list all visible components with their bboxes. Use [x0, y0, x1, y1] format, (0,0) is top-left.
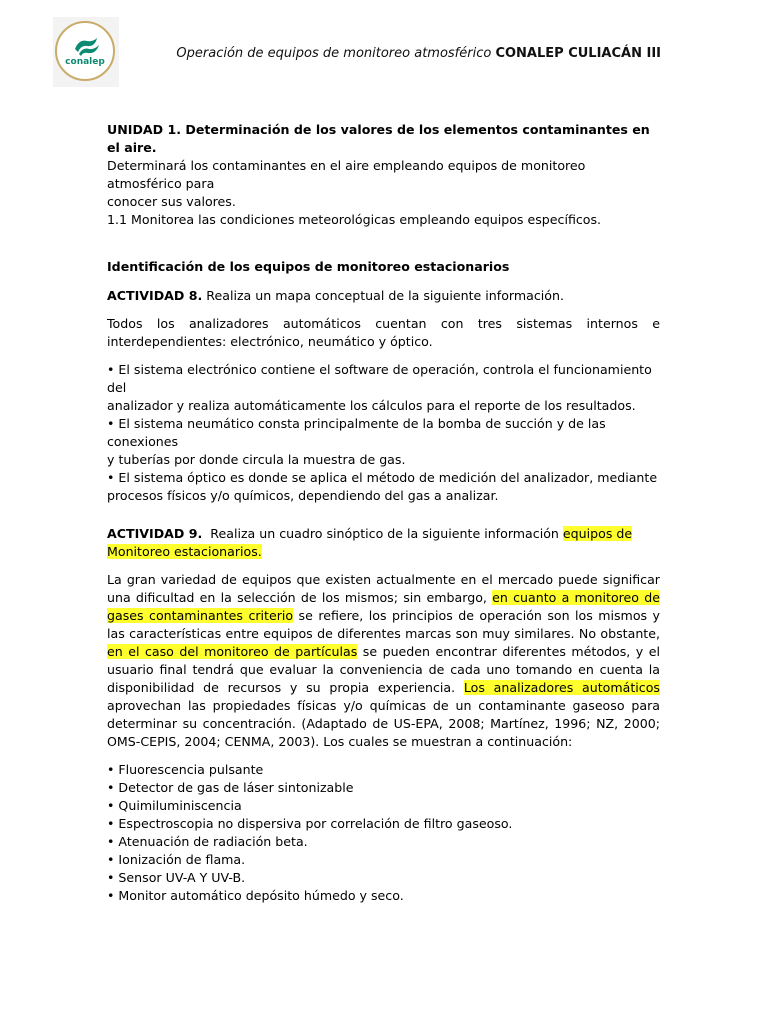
para-highlight-2: en el caso del monitoreo de partículas — [107, 644, 358, 659]
para-text-2: se refiere, los principios de operación son los mismos y las características entre equipos de diferentes marcas son muy similares. No obstante, — [107, 608, 660, 641]
logo-ring — [55, 21, 115, 81]
unit-heading: UNIDAD 1. Determinación de los valores de los elementos contaminantes en el aire. — [107, 122, 650, 155]
activity-9-highlight: equipos de Monitoreo estacionarios. — [107, 526, 633, 559]
document-body — [107, 121, 660, 905]
activity-9-line — [107, 525, 660, 561]
conalep-logo — [53, 17, 119, 87]
list-item: • Fluorescencia pulsante — [107, 762, 264, 777]
para-text-3: se pueden encontrar diferentes métodos, y el usuario final tendrá que evaluar la conveniencia de cada uno tomando en cuenta la disponibilidad de recursos y su propia experiencia. — [107, 644, 660, 695]
bullet-line: procesos físicos y/o químicos, dependiendo del gas a analizar. — [107, 488, 499, 503]
list-item: • Monitor automático depósito húmedo y seco. — [107, 888, 404, 903]
page-header — [176, 46, 661, 61]
section-heading: Identificación de los equipos de monitoreo estacionarios — [107, 259, 510, 274]
logo-text: conalep — [65, 57, 105, 67]
methods-list — [107, 761, 660, 905]
bullet-line: • El sistema neumático consta principalmente de la bomba de succión y de las conexiones — [107, 416, 606, 449]
bullet-line: • El sistema electrónico contiene el software de operación, controla el funcionamiento del — [107, 362, 652, 395]
logo-mark-icon — [73, 35, 101, 57]
bullet-line: analizador y realiza automáticamente los cálculos para el reporte de los resultados. — [107, 398, 636, 413]
activity-8-text: Realiza un mapa conceptual de la siguiente información. — [202, 288, 564, 303]
unit-line-2: conocer sus valores. — [107, 194, 236, 209]
para-text-1: La gran variedad de equipos que existen actualmente en el mercado puede significar una dificultad en la selección de los mismos; sin embargo, — [107, 572, 660, 605]
list-item: • Atenuación de radiación beta. — [107, 834, 308, 849]
list-item: • Detector de gas de láser sintonizable — [107, 780, 354, 795]
bullet-line: • El sistema óptico es donde se aplica el método de medición del analizador, mediante — [107, 470, 658, 485]
list-item: • Espectroscopia no dispersiva por correlación de filtro gaseoso. — [107, 816, 513, 831]
activity-9-label: ACTIVIDAD 9. — [107, 526, 203, 541]
unit-line-1: Determinará los contaminantes en el aire empleando equipos de monitoreo atmosférico para — [107, 158, 586, 191]
list-item: • Sensor UV-A Y UV-B. — [107, 870, 246, 885]
activity-9-text: Realiza un cuadro sinóptico de la siguiente información — [202, 526, 563, 541]
activity-8-label: ACTIVIDAD 8. — [107, 288, 203, 303]
activity-8-bullets — [107, 361, 660, 505]
activity-8-line — [107, 287, 660, 305]
para-text-4: aprovechan las propiedades físicas y/o químicas de un contaminante gaseoso para determinar su concentración. (Adaptado de US-EPA, 2008; Martínez, 1996; NZ, 2000; OMS-CEPIS, 2004; CENMA, 2003). Los cuales se muestran a continuación: — [107, 698, 660, 749]
para-highlight-3: Los analizadores automáticos — [463, 680, 660, 695]
header-school-name: CONALEP CULIACÁN III — [495, 46, 661, 61]
bullet-line: y tuberías por donde circula la muestra de gas. — [107, 452, 406, 467]
header-course-title: Operación de equipos de monitoreo atmosférico — [176, 46, 492, 61]
para-highlight-1: en cuanto a monitoreo de gases contaminantes criterio — [107, 590, 660, 623]
activity-9-paragraph — [107, 571, 660, 751]
unit-line-3: 1.1 Monitorea las condiciones meteorológicas empleando equipos específicos. — [107, 212, 602, 227]
list-item: • Ionización de flama. — [107, 852, 246, 867]
list-item: • Quimiluminiscencia — [107, 798, 242, 813]
activity-8-paragraph: Todos los analizadores automáticos cuentan con tres sistemas internos e interdependientes: electrónico, neumático y óptico. — [107, 316, 660, 349]
